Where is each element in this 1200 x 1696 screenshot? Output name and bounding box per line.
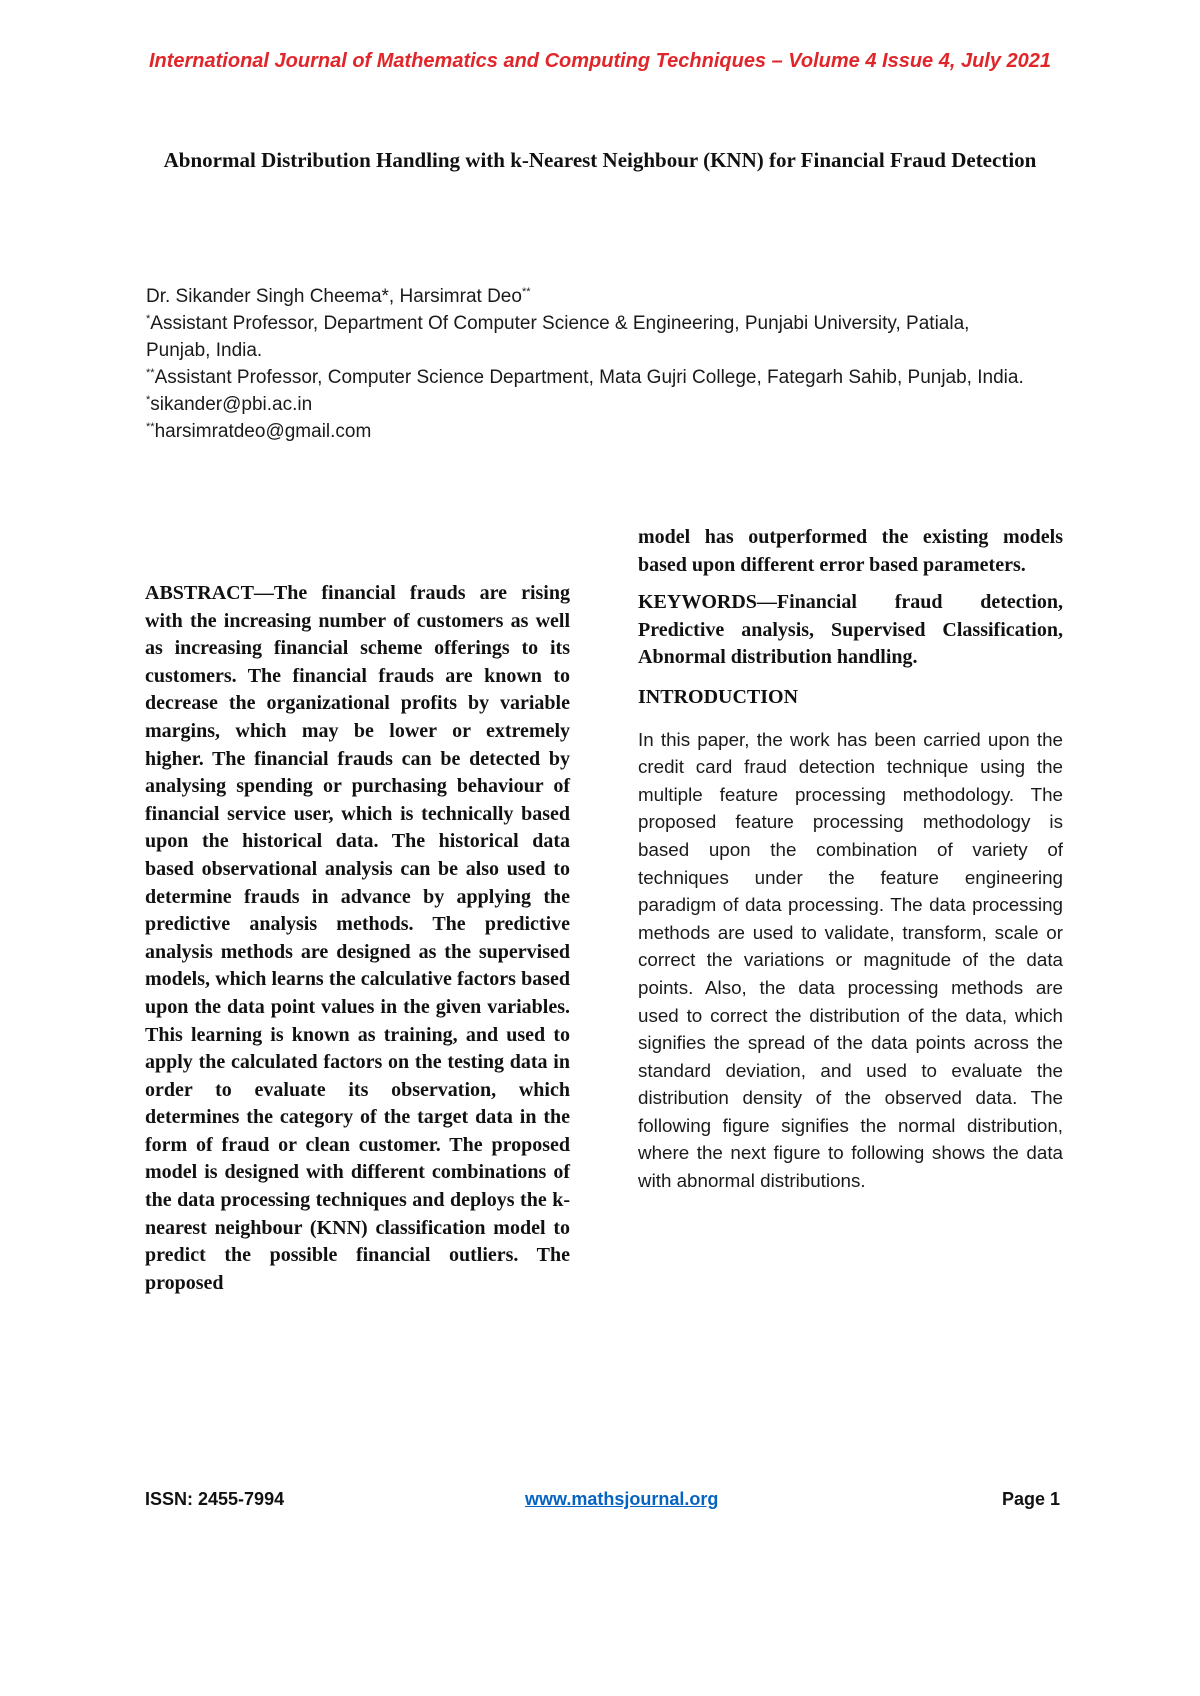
introduction-body: In this paper, the work has been carried upon the credit card fraud detection technique using the multiple feature processing methodology. The proposed feature processing methodology is based upon the combination of variety of techniques under the feature engineering paradigm of data processing. The data processing methods are used to validate, transform, scale or correct the variations or magnitude of the data points. Also, the data processing methods are used to correct the distribution of the data, which signifies the spread of the data points across the standard deviation, and used to evaluate the distribution density of the observed data. The following figure signifies the normal distribution, where the next figure to following shows the data with abnormal distributions.	[638, 728, 1063, 1192]
paper-title: Abnormal Distribution Handling with k-Nearest Neighbour (KNN) for Financial Fraud Detection	[163, 148, 1037, 172]
footer-website-link[interactable]: www.mathsjournal.org	[525, 1489, 719, 1509]
email-2	[146, 418, 1064, 445]
author-names-line	[146, 283, 1064, 310]
footer-issn: ISSN: 2455-7994	[145, 1489, 285, 1509]
email-2-mark: **	[146, 421, 155, 433]
author-mark: **	[521, 286, 531, 298]
affiliation-1-mark: *	[146, 313, 151, 325]
affiliation-2-text: Assistant Professor, Computer Science Department, Mata Gujri College, Fategarh Sahib, Punjab, India.	[154, 367, 1024, 388]
affiliation-1-text: Assistant Professor, Department Of Computer Science & Engineering, Punjabi University, Patiala,	[150, 313, 970, 334]
footer-page-number: Page 1	[1001, 1489, 1060, 1509]
affiliation-2	[146, 364, 1064, 391]
affiliation-1-location: Punjab, India.	[146, 340, 263, 361]
author-names: Dr. Sikander Singh Cheema*, Harsimrat Deo	[146, 286, 522, 307]
author-info	[146, 283, 1064, 445]
keywords: KEYWORDS—Financial fraud detection, Predictive analysis, Supervised Classification, Abnormal distribution handling.	[638, 591, 1063, 669]
page-footer	[145, 1489, 1060, 1513]
affiliation-1	[146, 310, 1064, 337]
email-1-mark: *	[146, 394, 151, 406]
abstract-text: ABSTRACT—The financial frauds are rising with the increasing number of customers as well as increasing financial scheme offerings to its customers. The financial frauds are known to decrease the organizational profits by variable margins, which may be lower or extremely higher. The financial frauds can be detected by analysing spending or purchasing behaviour of financial service user, which is technically based upon the historical data. The historical data based observational analysis can be also used to determine frauds in advance by applying the predictive analysis methods. The predictive analysis methods are designed as the supervised models, which learns the calculative factors based upon the data point values in the given variables. This learning is known as training, and used to apply the calculated factors on the testing data in order to evaluate its observation, which determines the category of the target data in the form of fraud or clean customer. The proposed model is designed with different combinations of the data processing techniques and deploys the k-nearest neighbour (KNN) classification model to predict the possible financial outliers. The proposed	[145, 582, 570, 1294]
email-1-text: sikander@pbi.ac.in	[150, 394, 313, 415]
section-heading-introduction: INTRODUCTION	[638, 685, 799, 708]
journal-header: International Journal of Mathematics and Computing Techniques – Volume 4 Issue 4, July 2021	[148, 50, 1052, 72]
left-column	[145, 580, 570, 1297]
email-2-text: harsimratdeo@gmail.com	[154, 421, 372, 442]
abstract-continuation: model has outperformed the existing models based upon different error based parameters.	[638, 526, 1063, 576]
affiliation-2-mark: **	[146, 367, 155, 379]
email-1	[146, 391, 1064, 418]
right-column	[638, 524, 1063, 1195]
